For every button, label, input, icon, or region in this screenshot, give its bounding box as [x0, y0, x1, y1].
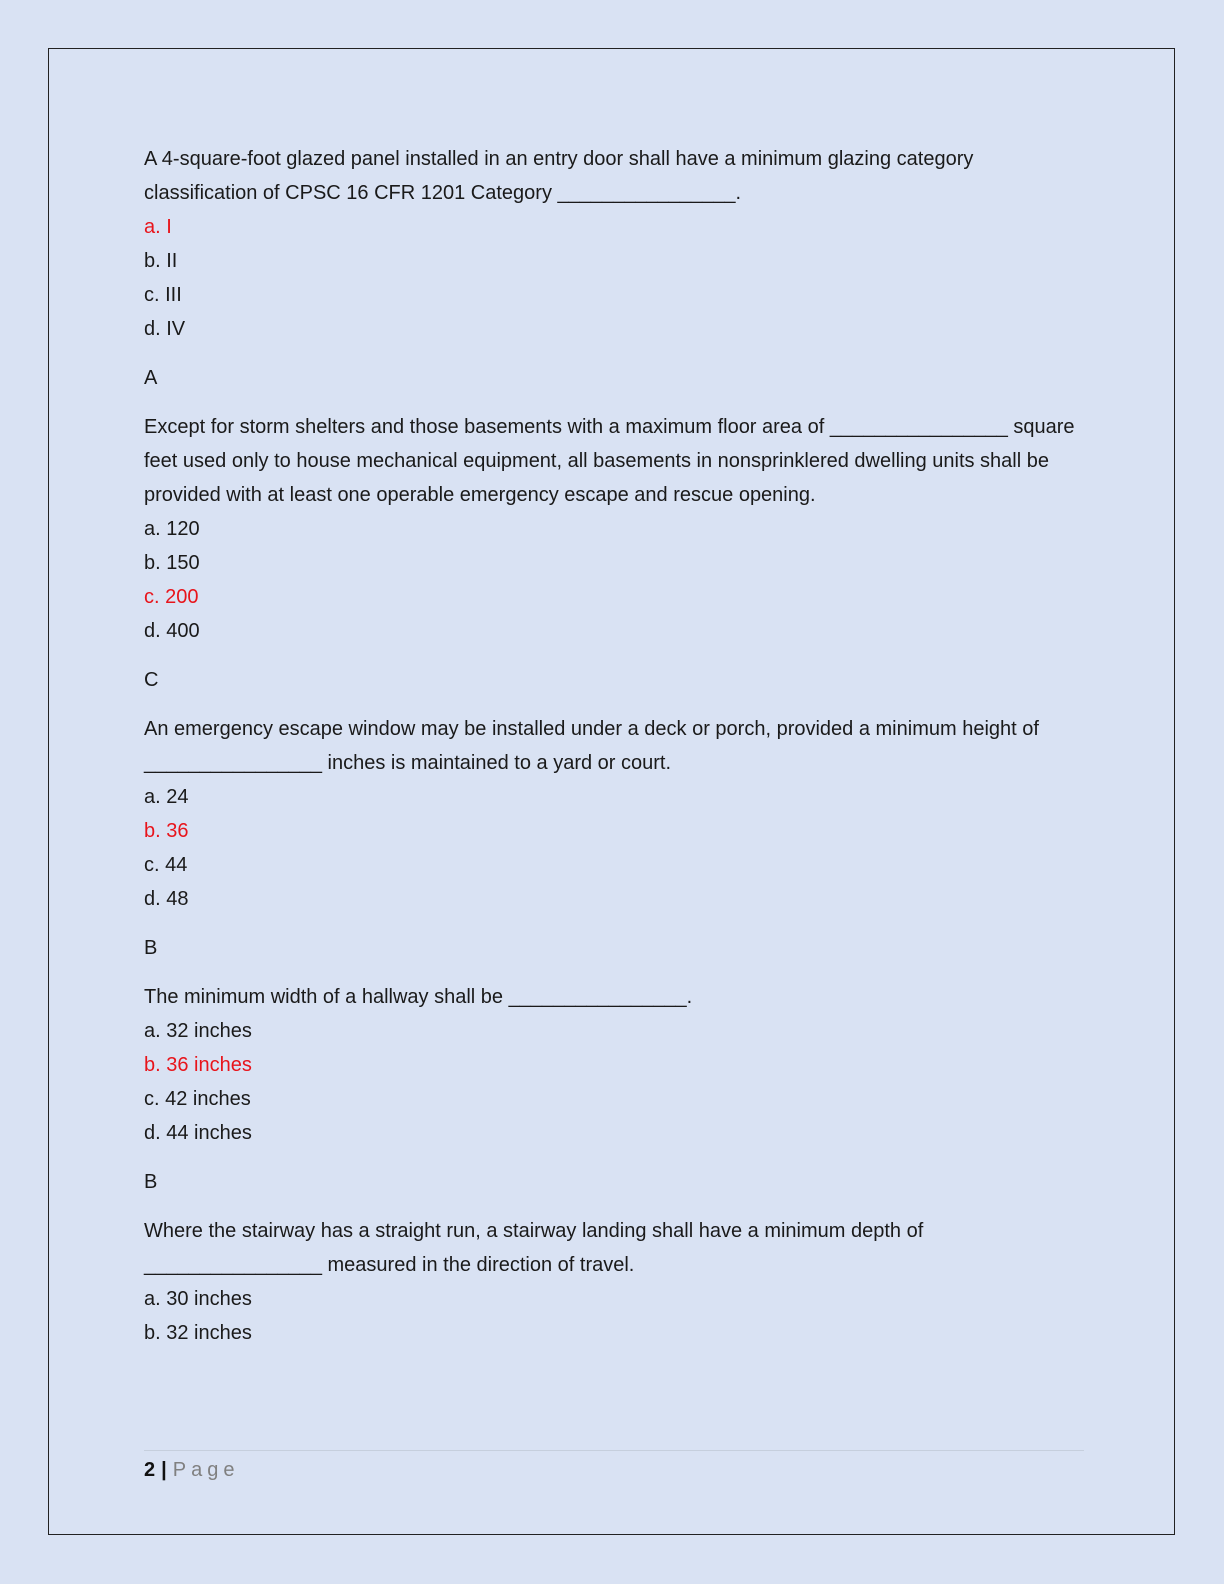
option-item: b. 150 [144, 552, 200, 574]
option-list [144, 780, 1084, 916]
question-block [144, 980, 1084, 1199]
answer-key: C [144, 669, 159, 691]
answer-key: B [144, 937, 158, 959]
option-item: d. 48 [144, 888, 189, 910]
page-number: 2 [144, 1459, 156, 1481]
option-item: a. 24 [144, 786, 189, 808]
question-block [144, 142, 1084, 395]
option-item: d. 400 [144, 620, 200, 642]
question-text: An emergency escape window may be installed under a deck or porch, provided a minimum height of ________________ inches is maintained to a yard or court. [144, 718, 1039, 774]
question-block [144, 410, 1084, 697]
question-text: The minimum width of a hallway shall be ________________. [144, 986, 693, 1008]
option-item: c. 42 inches [144, 1088, 251, 1110]
option-item: b. 36 inches [144, 1054, 252, 1076]
page-separator: | [161, 1459, 167, 1481]
option-item: a. I [144, 216, 172, 238]
option-item: a. 32 inches [144, 1020, 252, 1042]
option-list [144, 210, 1084, 346]
option-item: b. 32 inches [144, 1322, 252, 1344]
page-footer [144, 1450, 1084, 1481]
document-body [144, 142, 1084, 1350]
question-block [144, 712, 1084, 965]
answer-key: A [144, 367, 158, 389]
option-item: c. 200 [144, 586, 199, 608]
question-block [144, 1214, 1084, 1350]
question-text: A 4-square-foot glazed panel installed in an entry door shall have a minimum glazing category classification of CPSC 16 CFR 1201 Category ________________. [144, 148, 974, 204]
option-item: c. III [144, 284, 182, 306]
option-list [144, 1282, 1084, 1350]
option-item: a. 120 [144, 518, 200, 540]
option-item: d. 44 inches [144, 1122, 252, 1144]
page-indicator [144, 1453, 239, 1487]
question-text: Where the stairway has a straight run, a stairway landing shall have a minimum depth of ________________ measured in the direction of travel. [144, 1220, 924, 1276]
option-item: b. II [144, 250, 178, 272]
answer-key: B [144, 1171, 158, 1193]
option-item: c. 44 [144, 854, 188, 876]
option-item: a. 30 inches [144, 1288, 252, 1310]
option-list [144, 512, 1084, 648]
page-word: Page [172, 1459, 240, 1481]
question-text: Except for storm shelters and those basements with a maximum floor area of ________________ square feet used only to house mechanical equipment, all basements in nonsprinklered dwelling units shall be provided with at least one operable emergency escape and rescue opening. [144, 416, 1075, 506]
option-item: d. IV [144, 318, 186, 340]
option-item: b. 36 [144, 820, 189, 842]
option-list [144, 1014, 1084, 1150]
